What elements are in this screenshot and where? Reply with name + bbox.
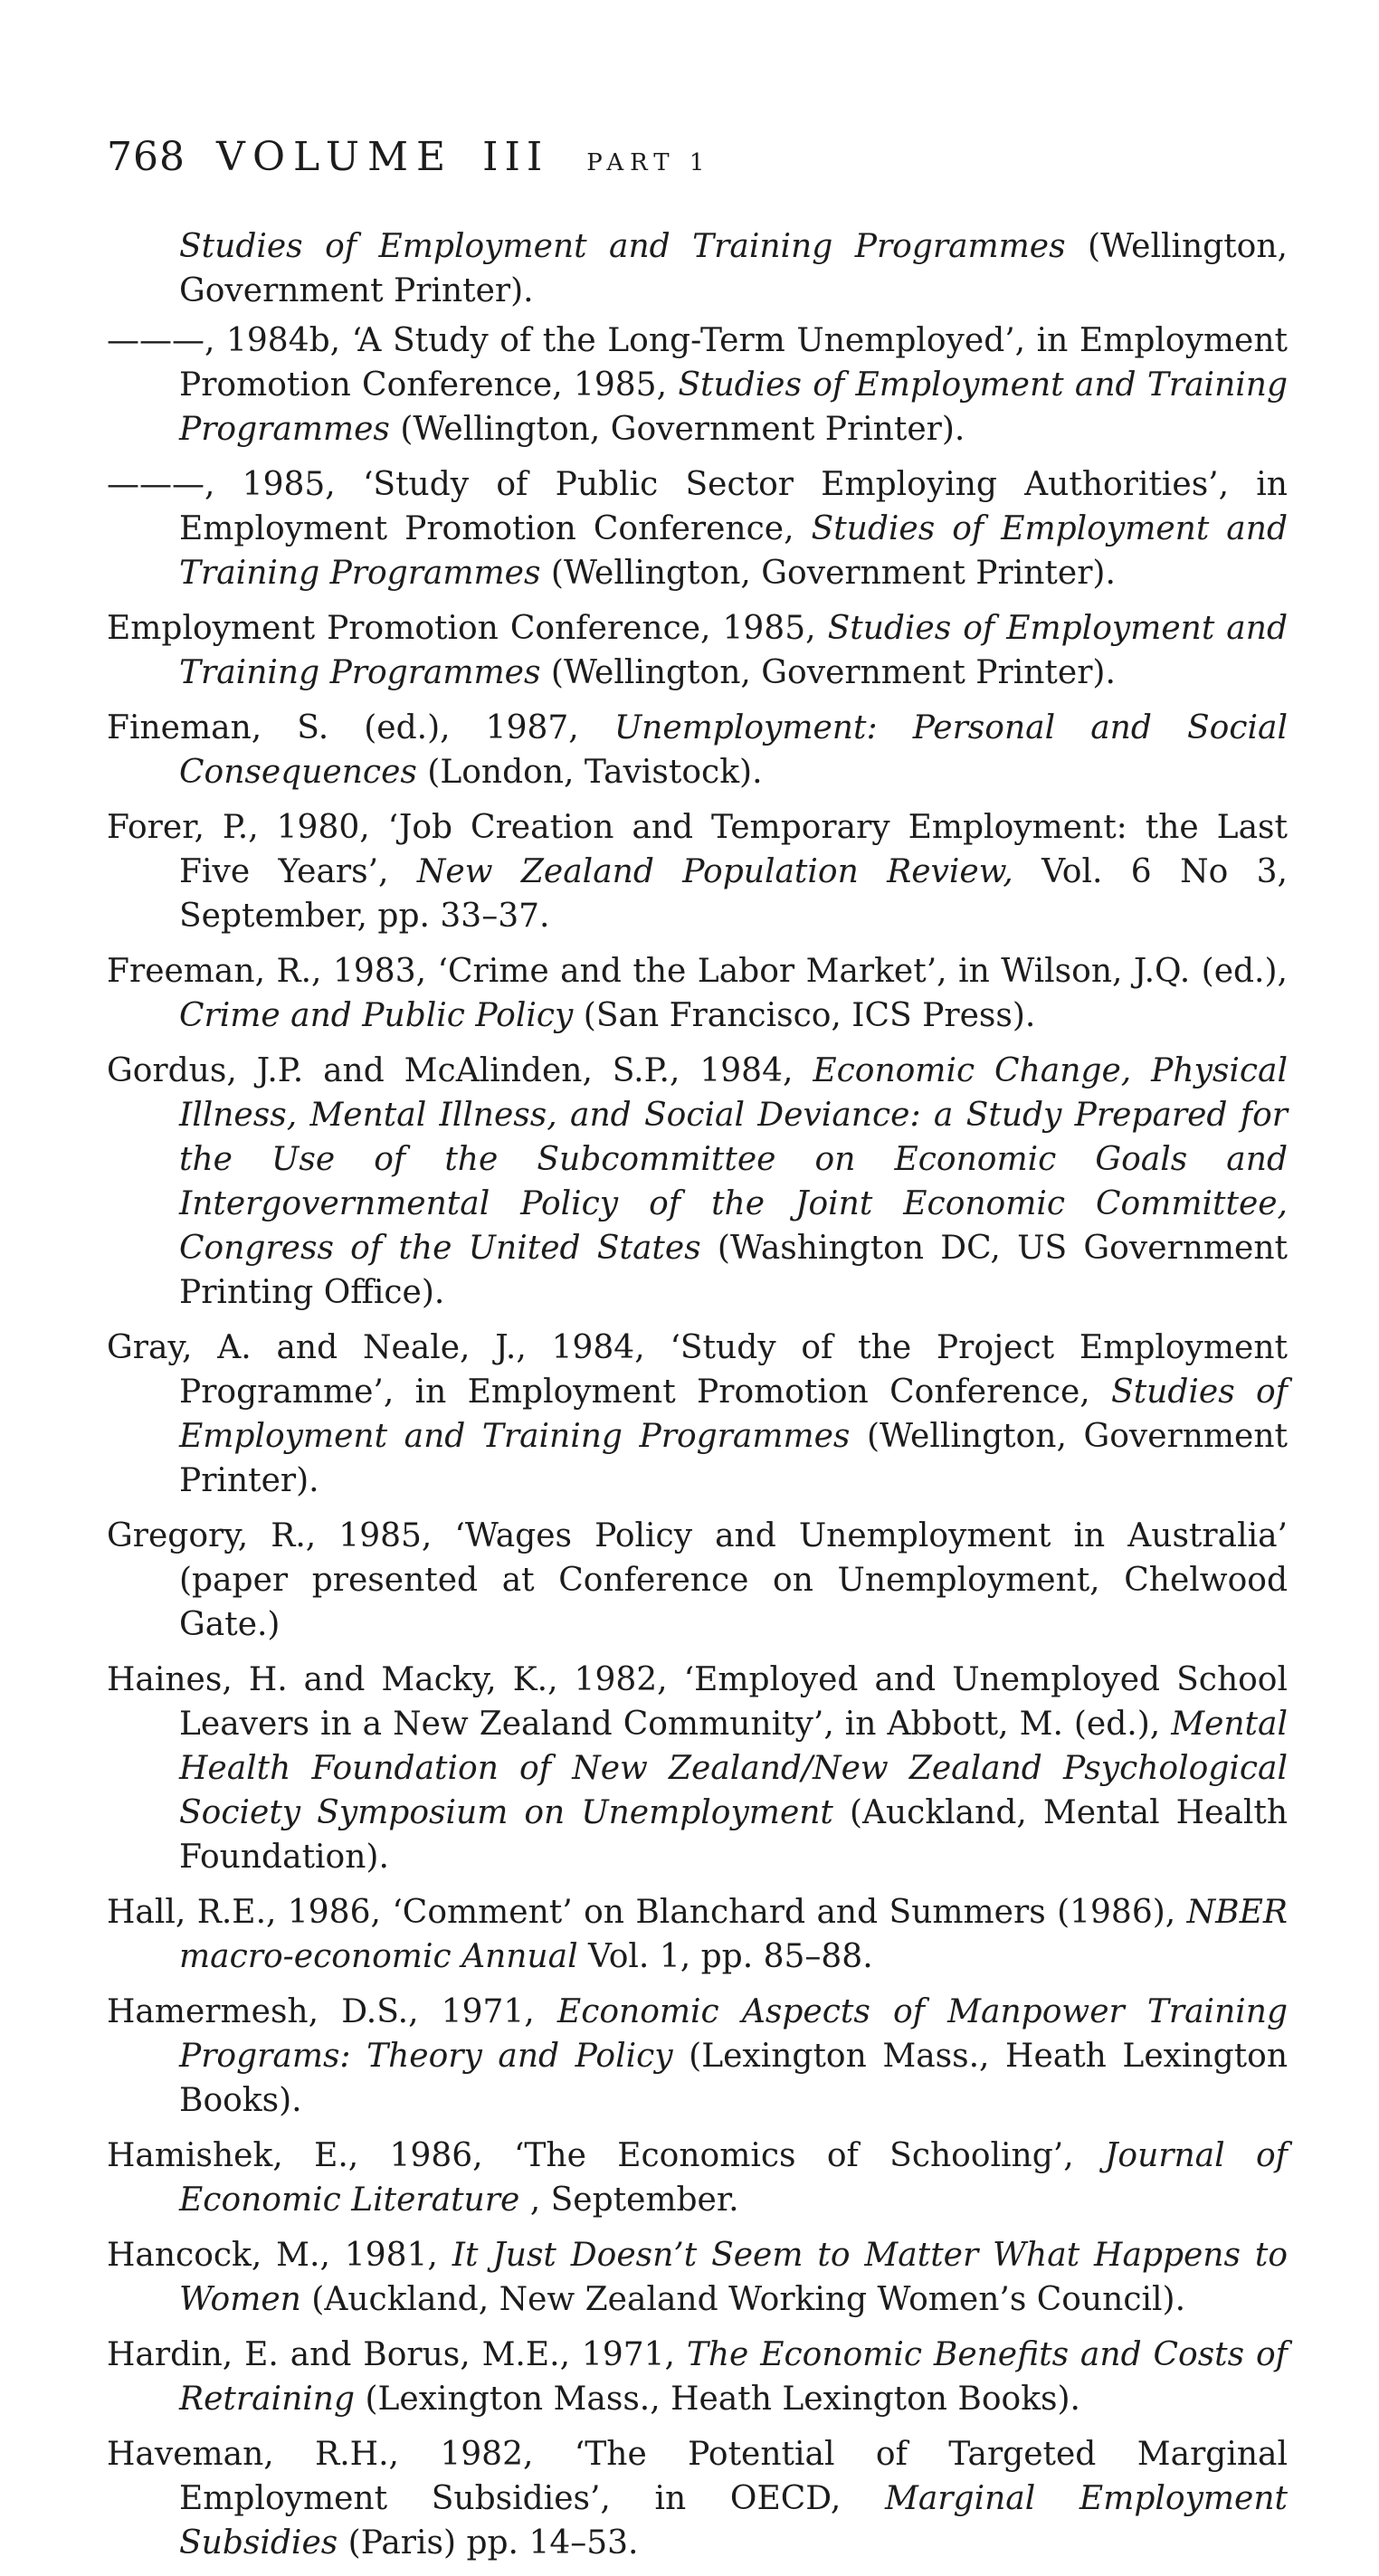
entry-segment: ———, 1984b, ‘A Study of the Long-Term Unemployed’, in Employment Promotion Conference, 1985, [107, 322, 1288, 404]
reference-entry [107, 949, 1288, 1038]
page-number: 768 [107, 134, 185, 180]
entry-segment: (Auckland, Mental Health Foundation). [179, 1794, 1289, 1876]
reference-entry [107, 318, 1288, 452]
entry-segment: Mental Health Foundation of New Zealand/New Zealand Psychological Society Symposium on Unemployment [179, 1706, 1288, 1831]
entry-segment: The Economic Benefits and Costs of Retraining [179, 2336, 1288, 2418]
entry-segment: Forer, P., 1980, ‘Job Creation and Temporary Employment: the Last Five Years’, [107, 809, 1288, 890]
running-head [107, 134, 711, 180]
entry-segment: Unemployment: Personal and Social Consequences [179, 709, 1288, 791]
reference-entry [107, 2432, 1288, 2565]
entry-segment: Studies of Employment and Training Programmes [179, 510, 1288, 592]
volume-number: III [482, 134, 549, 180]
entry-segment: (Lexington Mass., Heath Lexington Books). [179, 2038, 1288, 2119]
entry-segment: Crime and Public Policy [179, 997, 574, 1034]
entry-segment: Journal of Economic Literature [179, 2137, 1288, 2219]
entry-segment: Hamishek, E., 1986, ‘The Economics of Schooling’, [107, 2137, 1105, 2174]
entry-segment: Hardin, E. and Borus, M.E., 1971, [107, 2336, 687, 2373]
entry-segment: Vol. 1, pp. 85–88. [577, 1938, 873, 1975]
reference-entry [107, 2233, 1288, 2322]
entry-segment: (London, Tavistock). [416, 754, 763, 791]
entry-segment: (San Francisco, ICS Press). [573, 997, 1036, 1034]
reference-entry [107, 805, 1288, 938]
reference-entry [107, 2333, 1288, 2421]
entry-segment: Studies of Employment and Training Programmes [179, 610, 1288, 691]
reference-entry [107, 1658, 1288, 1879]
entry-segment: Hamermesh, D.S., 1971, [107, 1993, 557, 2030]
entry-segment: (Washington DC, US Government Printing Office). [179, 1230, 1288, 1311]
reference-entry [107, 462, 1288, 595]
entry-segment: (Paris) pp. 14–53. [338, 2524, 639, 2562]
entry-segment: Haveman, R.H., 1982, ‘The Potential of Targeted Marginal Employment Subsidies’, in OECD, [107, 2436, 1288, 2517]
entry-segment: Gregory, R., 1985, ‘Wages Policy and Unemployment in Australia’ (paper presented at Conference on Unemployment, Chelwood Gate.) [107, 1517, 1288, 1643]
entry-segment: Economic Change, Physical Illness, Mental Illness, and Social Deviance: a Study Prepared for the Use of the Subcommittee on Economic Goals and Intergovernmental Policy of the Joint Economic Committee, Congress of the United States [179, 1052, 1288, 1267]
entry-segment: (Wellington, Government Printer). [179, 228, 1288, 309]
entry-segment: (Wellington, Government Printer). [540, 555, 1116, 592]
entry-segment: Studies of Employment and Training Programmes [179, 228, 1066, 265]
reference-entry [107, 1326, 1288, 1503]
entry-segment: Studies of Employment and Training Programmes [179, 1374, 1288, 1455]
reference-entry [107, 1890, 1288, 1979]
reference-entry [107, 2134, 1288, 2222]
entry-segment: ———, 1985, ‘Study of Public Sector Employing Authorities’, in Employment Promotion Conference, [107, 466, 1288, 547]
entry-segment: (Lexington Mass., Heath Lexington Books). [355, 2381, 1080, 2418]
reference-entry [107, 606, 1288, 695]
reference-list [107, 224, 1288, 2576]
entry-segment: NBER macro-economic Annual [179, 1894, 1288, 1975]
entry-segment: Marginal Employment Subsidies [179, 2480, 1288, 2562]
entry-segment: Gordus, J.P. and McAlinden, S.P., 1984, [107, 1052, 813, 1089]
entry-segment: Freeman, R., 1983, ‘Crime and the Labor Market’, in Wilson, J.Q. (ed.), [107, 953, 1288, 990]
reference-entry [107, 1049, 1288, 1315]
entry-segment: Fineman, S. (ed.), 1987, [107, 709, 614, 746]
entry-segment: Hancock, M., 1981, [107, 2237, 452, 2274]
part-label: PART 1 [586, 149, 711, 176]
volume-label: VOLUME [215, 134, 454, 180]
reference-entry [107, 1514, 1288, 1647]
entry-segment: Gray, A. and Neale, J., 1984, ‘Study of the Project Employment Programme’, in Employment Promotion Conference, [107, 1329, 1288, 1411]
entry-segment: Hall, R.E., 1986, ‘Comment’ on Blanchard and Summers (1986), [107, 1894, 1187, 1931]
reference-entry [107, 1990, 1288, 2123]
reference-entry [107, 706, 1288, 794]
entry-segment: Vol. 6 No 3, September, pp. 33–37. [179, 853, 1288, 935]
entry-segment: Studies of Employment and Training Programmes [179, 366, 1288, 448]
entry-segment: (Auckland, New Zealand Working Women’s Council). [300, 2281, 1186, 2318]
entry-segment: (Wellington, Government Printer). [389, 411, 965, 448]
entry-segment: Economic Aspects of Manpower Training Programs: Theory and Policy [179, 1993, 1289, 2075]
entry-segment: (Wellington, Government Printer). [540, 654, 1116, 691]
reference-entry [107, 224, 1288, 313]
entry-segment: , September. [519, 2182, 739, 2219]
entry-segment: New Zealand Population Review, [416, 853, 1013, 890]
entry-segment: Haines, H. and Macky, K., 1982, ‘Employed and Unemployed School Leavers in a New Zealand Community’, in Abbott, M. (ed.), [107, 1661, 1288, 1743]
entry-segment: (Wellington, Government Printer). [179, 1418, 1289, 1499]
entry-segment: It Just Doesn’t Seem to Matter What Happens to Women [179, 2237, 1288, 2318]
entry-segment: Employment Promotion Conference, 1985, [107, 610, 828, 647]
